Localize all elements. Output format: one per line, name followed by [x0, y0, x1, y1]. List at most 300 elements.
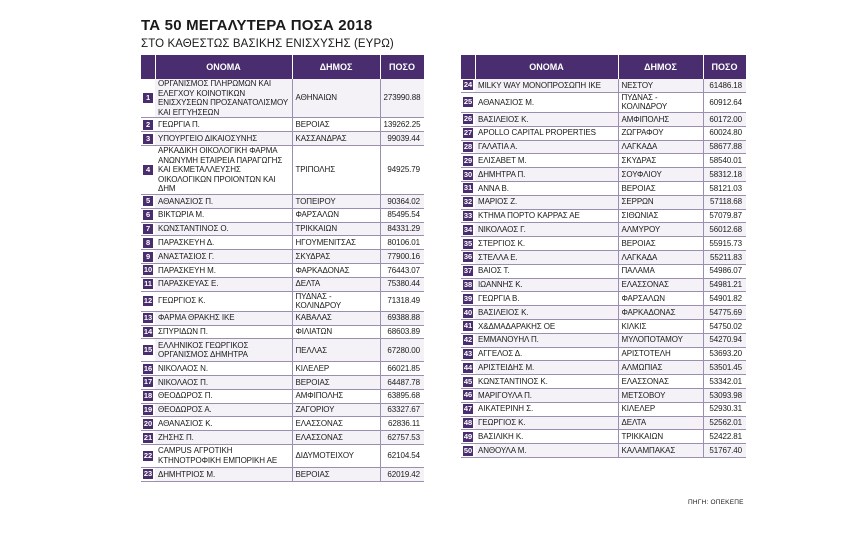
rank-badge: 38 [463, 279, 473, 289]
name-cell: ΠΑΡΑΣΚΕΥΑΣ Ε. [155, 277, 292, 291]
amount-column-header: ΠΟΣΟ [703, 55, 746, 79]
amount-cell: 273990.88 [380, 79, 424, 118]
table-row [461, 250, 746, 264]
rank-cell [461, 264, 475, 278]
table-row [461, 292, 746, 306]
municipality-cell: ΤΟΠΕΙΡΟΥ [292, 194, 380, 208]
amount-cell: 58312.18 [703, 168, 746, 182]
rank-badge: 48 [463, 417, 473, 427]
rank-cell [461, 250, 475, 264]
amount-cell: 85495.54 [380, 208, 424, 222]
rank-cell [461, 306, 475, 320]
rank-badge: 18 [143, 391, 153, 401]
rankings-table-left [141, 55, 425, 482]
amount-cell: 80106.01 [380, 236, 424, 250]
rank-badge: 30 [463, 169, 473, 179]
municipality-cell: ΤΡΙΚΚΑΙΩΝ [292, 222, 380, 236]
amount-column-header: ΠΟΣΟ [380, 55, 424, 79]
rank-cell [141, 222, 155, 236]
name-cell: ΝΙΚΟΛΑΟΣ Π. [155, 376, 292, 390]
rank-cell [141, 468, 155, 482]
amount-cell: 57079.87 [703, 209, 746, 223]
rank-badge: 27 [463, 128, 473, 138]
name-cell: ΚΤΗΜΑ ΠΟΡΤΟ ΚΑΡΡΑΣ ΑΕ [475, 209, 618, 223]
rank-badge: 9 [143, 252, 153, 262]
amount-cell: 62757.53 [380, 431, 424, 445]
table-row [461, 237, 746, 251]
municipality-cell: ΚΙΛΕΛΕΡ [292, 362, 380, 376]
name-cell: CAMPUS ΑΓΡΟΤΙΚΗ ΚΤΗΝΟΤΡΟΦΙΚΗ ΕΜΠΟΡΙΚΗ ΑΕ [155, 445, 292, 468]
rank-badge: 28 [463, 141, 473, 151]
amount-cell: 55211.83 [703, 250, 746, 264]
name-cell: ΕΛΙΣΑΒΕΤ Μ. [475, 154, 618, 168]
rank-cell [461, 181, 475, 195]
amount-cell: 52562.01 [703, 416, 746, 430]
name-cell: ΑΡΙΣΤΕΙΔΗΣ Μ. [475, 361, 618, 375]
rank-badge: 36 [463, 252, 473, 262]
table-row [461, 168, 746, 182]
rank-badge: 22 [143, 451, 153, 461]
municipality-cell: ΑΡΙΣΤΟΤΕΛΗ [618, 347, 703, 361]
table-row [141, 376, 424, 390]
amount-cell: 60912.64 [703, 92, 746, 112]
name-cell: ΑΙΚΑΤΕΡΙΝΗ Σ. [475, 402, 618, 416]
rank-badge: 14 [143, 326, 153, 336]
rank-cell [141, 389, 155, 403]
amount-cell: 69388.88 [380, 311, 424, 325]
amount-cell: 52930.31 [703, 402, 746, 416]
table-row [141, 277, 424, 291]
name-cell: Χ&ΔΜΑΔΑΡΑΚΗΣ ΟΕ [475, 319, 618, 333]
table-row [461, 195, 746, 209]
rank-badge: 11 [144, 279, 152, 289]
rank-cell [461, 292, 475, 306]
rank-badge: 32 [463, 197, 473, 207]
rank-header [141, 55, 155, 79]
rank-badge: 49 [463, 431, 473, 441]
amount-cell: 55915.73 [703, 237, 746, 251]
rank-cell [461, 347, 475, 361]
table-row [141, 389, 424, 403]
name-cell: ΑΝΑΣΤΑΣΙΟΣ Γ. [155, 250, 292, 264]
table-row [461, 306, 746, 320]
amount-cell: 54270.94 [703, 333, 746, 347]
rank-cell [141, 79, 155, 118]
rank-cell [141, 445, 155, 468]
name-cell: MILKY WAY ΜΟΝΟΠΡΟΣΩΠΗ ΙΚΕ [475, 79, 618, 92]
rank-cell [141, 291, 155, 311]
name-cell: ΚΩΝΣΤΑΝΤΙΝΟΣ Κ. [475, 375, 618, 389]
rank-badge: 25 [463, 97, 473, 107]
municipality-cell: ΝΕΣΤΟΥ [618, 79, 703, 92]
name-cell: ΟΡΓΑΝΙΣΜΟΣ ΠΛΗΡΩΜΩΝ ΚΑΙ ΕΛΕΓΧΟΥ ΚΟΙΝΟΤΙΚΩΝ ΕΝΙΣΧΥΣΕΩΝ ΠΡΟΣΑΝΑΤΟΛΙΣΜΟΥ ΚΑΙ ΕΓΓΥΗΣΕΩΝ [155, 79, 292, 118]
rank-badge: 20 [143, 418, 153, 428]
table-row [461, 444, 746, 458]
rank-cell [141, 417, 155, 431]
municipality-cell: ΒΕΡΟΙΑΣ [618, 181, 703, 195]
rank-cell [461, 223, 475, 237]
name-cell: ΑΘΑΝΑΣΙΟΣ Π. [155, 194, 292, 208]
table-row [141, 79, 424, 118]
rank-cell [141, 132, 155, 146]
table-row [141, 325, 424, 339]
name-cell: ΙΩΑΝΝΗΣ Κ. [475, 278, 618, 292]
name-cell: ΑΡΚΑΔΙΚΗ ΟΙΚΟΛΟΓΙΚΗ ΦΑΡΜΑ ΑΝΩΝΥΜΗ ΕΤΑΙΡΕΙΑ ΠΑΡΑΓΩΓΗΣ ΚΑΙ ΕΚΜΕΤΑΛΛΕΥΣΗΣ ΟΙΚΟΛΟΓΙΚΩΝ ΠΡΟΙΟΝΤΩΝ ΚΑΙ ΔΗΜ [155, 145, 292, 194]
rank-cell [141, 311, 155, 325]
municipality-cell: ΕΛΑΣΣΟΝΑΣ [292, 431, 380, 445]
municipality-cell: ΑΘΗΝΑΙΩΝ [292, 79, 380, 118]
rank-badge: 6 [143, 210, 153, 220]
municipality-cell: ΚΙΛΕΛΕΡ [618, 402, 703, 416]
table-row [461, 126, 746, 140]
table-row [461, 154, 746, 168]
name-cell: ΥΠΟΥΡΓΕΙΟ ΔΙΚΑΙΟΣΥΝΗΣ [155, 132, 292, 146]
rank-cell [141, 431, 155, 445]
rank-badge: 1 [143, 93, 153, 103]
municipality-cell: ΣΚΥΔΡΑΣ [292, 250, 380, 264]
name-cell: ΑΝΘΟΥΛΑ Μ. [475, 444, 618, 458]
municipality-cell: ΠΑΛΑΜΑ [618, 264, 703, 278]
rank-badge: 19 [143, 405, 153, 415]
amount-cell: 62836.11 [380, 417, 424, 431]
rank-cell [141, 250, 155, 264]
name-cell: ΘΕΟΔΩΡΟΣ Π. [155, 389, 292, 403]
municipality-cell: ΣΙΘΩΝΙΑΣ [618, 209, 703, 223]
rank-badge: 16 [143, 363, 153, 373]
rank-cell [461, 416, 475, 430]
municipality-column-header: ΔΗΜΟΣ [618, 55, 703, 79]
amount-cell: 53501.45 [703, 361, 746, 375]
municipality-cell: ΒΕΡΟΙΑΣ [292, 468, 380, 482]
amount-cell: 71318.49 [380, 291, 424, 311]
amount-cell: 51767.40 [703, 444, 746, 458]
name-cell: ΓΕΩΡΓΙΟΣ Κ. [155, 291, 292, 311]
rank-cell [461, 126, 475, 140]
table-row [141, 417, 424, 431]
municipality-cell: ΕΛΑΣΣΟΝΑΣ [618, 375, 703, 389]
amount-cell: 54901.82 [703, 292, 746, 306]
table-row [461, 347, 746, 361]
table-row [141, 236, 424, 250]
name-cell: ΓΑΛΑΤΙΑ Α. [475, 140, 618, 154]
amount-cell: 62104.54 [380, 445, 424, 468]
table-row [461, 79, 746, 92]
municipality-cell: ΦΑΡΚΑΔΟΝΑΣ [292, 263, 380, 277]
table-header-row [461, 55, 746, 79]
table-row [461, 333, 746, 347]
municipality-cell: ΒΕΡΟΙΑΣ [618, 237, 703, 251]
table-row [461, 416, 746, 430]
table-row [141, 208, 424, 222]
rank-badge: 5 [143, 196, 153, 206]
municipality-cell: ΚΑΣΣΑΝΔΡΑΣ [292, 132, 380, 146]
table-row [141, 362, 424, 376]
rank-cell [141, 194, 155, 208]
rank-badge: 17 [143, 377, 153, 387]
rank-badge: 7 [143, 224, 153, 234]
rank-cell [461, 319, 475, 333]
rank-badge: 21 [143, 432, 153, 442]
rank-badge: 23 [143, 469, 153, 479]
table-row [461, 402, 746, 416]
name-cell: ΓΕΩΡΓΙΑ Β. [475, 292, 618, 306]
amount-cell: 54775.69 [703, 306, 746, 320]
rank-badge: 42 [463, 335, 473, 345]
municipality-cell: ΤΡΙΚΚΑΙΩΝ [618, 430, 703, 444]
table-row [141, 250, 424, 264]
rank-badge: 3 [143, 134, 153, 144]
table-row [141, 445, 424, 468]
rank-cell [141, 362, 155, 376]
table-row [141, 468, 424, 482]
amount-cell: 54750.02 [703, 319, 746, 333]
municipality-cell: ΣΚΥΔΡΑΣ [618, 154, 703, 168]
amount-cell: 139262.25 [380, 118, 424, 132]
name-cell: ΠΑΡΑΣΚΕΥΗ Δ. [155, 236, 292, 250]
table-row [141, 311, 424, 325]
rank-badge: 31 [463, 183, 473, 193]
name-cell: ΑΝΝΑ Β. [475, 181, 618, 195]
rank-cell [461, 209, 475, 223]
name-cell: ΠΑΡΑΣΚΕΥΗ Μ. [155, 263, 292, 277]
amount-cell: 77900.16 [380, 250, 424, 264]
name-cell: ΑΓΓΕΛΟΣ Δ. [475, 347, 618, 361]
name-cell: ΒΑΣΙΛΙΚΗ Κ. [475, 430, 618, 444]
rank-cell [461, 278, 475, 292]
name-column-header: ΟΝΟΜΑ [475, 55, 618, 79]
rank-badge: 33 [463, 210, 473, 220]
rank-header [461, 55, 475, 79]
table-row [461, 319, 746, 333]
name-cell: ΒΙΚΤΩΡΙΑ Μ. [155, 208, 292, 222]
municipality-cell: ΗΓΟΥΜΕΝΙΤΣΑΣ [292, 236, 380, 250]
name-cell: ΕΛΛΗΝΙΚΟΣ ΓΕΩΡΓΙΚΟΣ ΟΡΓΑΝΙΣΜΟΣ ΔΗΜΗΤΡΑ [155, 339, 292, 362]
table-row [141, 222, 424, 236]
rank-cell [461, 168, 475, 182]
rank-badge: 47 [463, 404, 473, 414]
rank-cell [461, 79, 475, 92]
rank-cell [461, 333, 475, 347]
rank-badge: 4 [143, 165, 153, 175]
table-row [141, 291, 424, 311]
amount-cell: 60172.00 [703, 112, 746, 126]
amount-cell: 75380.44 [380, 277, 424, 291]
rank-cell [461, 237, 475, 251]
table-row [141, 118, 424, 132]
table-row [141, 263, 424, 277]
name-cell: ΜΑΡΙΟΣ Ζ. [475, 195, 618, 209]
rank-cell [461, 402, 475, 416]
rank-badge: 41 [463, 321, 473, 331]
rank-cell [461, 195, 475, 209]
name-cell: ΕΜΜΑΝΟΥΗΛ Π. [475, 333, 618, 347]
table-row [141, 431, 424, 445]
municipality-cell: ΛΑΓΚΑΔΑ [618, 140, 703, 154]
table-row [141, 339, 424, 362]
amount-cell: 60024.80 [703, 126, 746, 140]
table-row [461, 92, 746, 112]
municipality-cell: ΣΟΥΦΛΙΟΥ [618, 168, 703, 182]
rank-cell [141, 325, 155, 339]
table-row [461, 112, 746, 126]
amount-cell: 57118.68 [703, 195, 746, 209]
table-row [461, 181, 746, 195]
rank-badge: 40 [463, 307, 473, 317]
name-cell: ΒΑΣΙΛΕΙΟΣ Κ. [475, 306, 618, 320]
table-row [461, 430, 746, 444]
table-row [461, 209, 746, 223]
amount-cell: 62019.42 [380, 468, 424, 482]
municipality-cell: ΑΛΜΥΡΟΥ [618, 223, 703, 237]
municipality-cell: ΤΡΙΠΟΛΗΣ [292, 145, 380, 194]
rank-cell [461, 430, 475, 444]
rank-cell [461, 92, 475, 112]
municipality-cell: ΑΜΦΙΠΟΛΗΣ [618, 112, 703, 126]
rank-badge: 39 [463, 293, 473, 303]
page-subtitle: ΣΤΟ ΚΑΘΕΣΤΩΣ ΒΑΣΙΚΗΣ ΕΝΙΣΧΥΣΗΣ (ΕΥΡΩ) [141, 38, 394, 50]
name-cell: ΝΙΚΟΛΑΟΣ Ν. [155, 362, 292, 376]
amount-cell: 61486.18 [703, 79, 746, 92]
name-cell: ΣΠΥΡΙΔΩΝ Π. [155, 325, 292, 339]
name-cell: ΚΩΝΣΤΑΝΤΙΝΟΣ Ο. [155, 222, 292, 236]
name-cell: ΝΙΚΟΛΑΟΣ Γ. [475, 223, 618, 237]
municipality-column-header: ΔΗΜΟΣ [292, 55, 380, 79]
municipality-cell: ΑΜΦΙΠΟΛΗΣ [292, 389, 380, 403]
rank-badge: 37 [463, 266, 473, 276]
rank-badge: 43 [463, 348, 473, 358]
table-header-row [141, 55, 424, 79]
amount-cell: 68603.89 [380, 325, 424, 339]
rank-badge: 35 [463, 238, 473, 248]
rank-cell [141, 403, 155, 417]
rank-cell [141, 263, 155, 277]
name-cell: ΣΤΕΡΓΙΟΣ Κ. [475, 237, 618, 251]
rank-cell [461, 140, 475, 154]
rank-badge: 46 [463, 390, 473, 400]
table-row [461, 278, 746, 292]
amount-cell: 53342.01 [703, 375, 746, 389]
rank-cell [461, 388, 475, 402]
rank-cell [141, 277, 155, 291]
table-row [141, 403, 424, 417]
amount-cell: 63895.68 [380, 389, 424, 403]
table-row [461, 264, 746, 278]
rank-badge: 45 [463, 376, 473, 386]
rank-cell [461, 154, 475, 168]
table-row [461, 388, 746, 402]
name-cell: ΑΘΑΝΑΣΙΟΣ Μ. [475, 92, 618, 112]
table-row [461, 375, 746, 389]
municipality-cell: ΜΥΛΟΠΟΤΑΜΟΥ [618, 333, 703, 347]
rank-badge: 2 [143, 120, 153, 130]
rank-badge: 44 [463, 362, 473, 372]
amount-cell: 54981.21 [703, 278, 746, 292]
table-row [461, 140, 746, 154]
municipality-cell: ΠΕΛΛΑΣ [292, 339, 380, 362]
rank-cell [141, 376, 155, 390]
rank-badge: 15 [143, 345, 153, 355]
name-column-header: ΟΝΟΜΑ [155, 55, 292, 79]
municipality-cell: ΛΑΓΚΑΔΑ [618, 250, 703, 264]
rank-badge: 10 [143, 265, 153, 275]
rank-badge: 13 [143, 313, 153, 323]
source-note: ΠΗΓΗ: ΟΠΕΚΕΠΕ [688, 499, 744, 506]
municipality-cell: ΠΥΔΝΑΣ - ΚΟΛΙΝΔΡΟΥ [618, 92, 703, 112]
amount-cell: 58677.88 [703, 140, 746, 154]
table-row [141, 194, 424, 208]
rank-badge: 8 [143, 238, 153, 248]
municipality-cell: ΔΕΛΤΑ [618, 416, 703, 430]
municipality-cell: ΖΩΓΡΑΦΟΥ [618, 126, 703, 140]
rankings-table-right [461, 55, 747, 458]
name-cell: APOLLO CAPITAL PROPERTIES [475, 126, 618, 140]
rank-cell [141, 236, 155, 250]
amount-cell: 76443.07 [380, 263, 424, 277]
name-cell: ΑΘΑΝΑΣΙΟΣ Κ. [155, 417, 292, 431]
rank-cell [141, 339, 155, 362]
amount-cell: 53093.98 [703, 388, 746, 402]
municipality-cell: ΔΕΛΤΑ [292, 277, 380, 291]
amount-cell: 66021.85 [380, 362, 424, 376]
table-row [461, 223, 746, 237]
rank-cell [141, 118, 155, 132]
rank-badge: 29 [463, 155, 473, 165]
municipality-cell: ΦΙΛΙΑΤΩΝ [292, 325, 380, 339]
municipality-cell: ΜΕΤΣΟΒΟΥ [618, 388, 703, 402]
amount-cell: 54986.07 [703, 264, 746, 278]
amount-cell: 63327.67 [380, 403, 424, 417]
municipality-cell: ΠΥΔΝΑΣ - ΚΟΛΙΝΔΡΟΥ [292, 291, 380, 311]
rank-cell [461, 361, 475, 375]
name-cell: ΣΤΕΛΛΑ Ε. [475, 250, 618, 264]
municipality-cell: ΕΛΑΣΣΟΝΑΣ [618, 278, 703, 292]
name-cell: ΔΗΜΗΤΡΑ Π. [475, 168, 618, 182]
table-row [141, 145, 424, 194]
municipality-cell: ΒΕΡΟΙΑΣ [292, 376, 380, 390]
municipality-cell: ΚΑΛΑΜΠΑΚΑΣ [618, 444, 703, 458]
amount-cell: 64487.78 [380, 376, 424, 390]
name-cell: ΓΕΩΡΓΙΑ Π. [155, 118, 292, 132]
municipality-cell: ΦΑΡΣΑΛΩΝ [292, 208, 380, 222]
page-title: ΤΑ 50 ΜΕΓΑΛΥΤΕΡΑ ΠΟΣΑ 2018 [141, 17, 373, 34]
municipality-cell: ΕΛΑΣΣΟΝΑΣ [292, 417, 380, 431]
amount-cell: 84331.29 [380, 222, 424, 236]
amount-cell: 90364.02 [380, 194, 424, 208]
name-cell: ΜΑΡΙΓΟΥΛΑ Π. [475, 388, 618, 402]
amount-cell: 67280.00 [380, 339, 424, 362]
rank-cell [141, 145, 155, 194]
name-cell: ΘΕΟΔΩΡΟΣ Α. [155, 403, 292, 417]
name-cell: ΓΕΩΡΓΙΟΣ Κ. [475, 416, 618, 430]
name-cell: ΖΗΣΗΣ Π. [155, 431, 292, 445]
table-row [461, 361, 746, 375]
municipality-cell: ΦΑΡΚΑΔΟΝΑΣ [618, 306, 703, 320]
rank-badge: 34 [463, 224, 473, 234]
municipality-cell: ΔΙΔΥΜΟΤΕΙΧΟΥ [292, 445, 380, 468]
amount-cell: 99039.44 [380, 132, 424, 146]
amount-cell: 53693.20 [703, 347, 746, 361]
table-row [141, 132, 424, 146]
name-cell: ΔΗΜΗΤΡΙΟΣ Μ. [155, 468, 292, 482]
name-cell: ΒΑΣΙΛΕΙΟΣ Κ. [475, 112, 618, 126]
municipality-cell: ΑΛΜΩΠΙΑΣ [618, 361, 703, 375]
amount-cell: 94925.79 [380, 145, 424, 194]
municipality-cell: ΚΑΒΑΛΑΣ [292, 311, 380, 325]
name-cell: ΒΑΙΟΣ Τ. [475, 264, 618, 278]
rank-badge: 50 [463, 445, 473, 455]
municipality-cell: ΒΕΡΟΙΑΣ [292, 118, 380, 132]
municipality-cell: ΦΑΡΣΑΛΩΝ [618, 292, 703, 306]
